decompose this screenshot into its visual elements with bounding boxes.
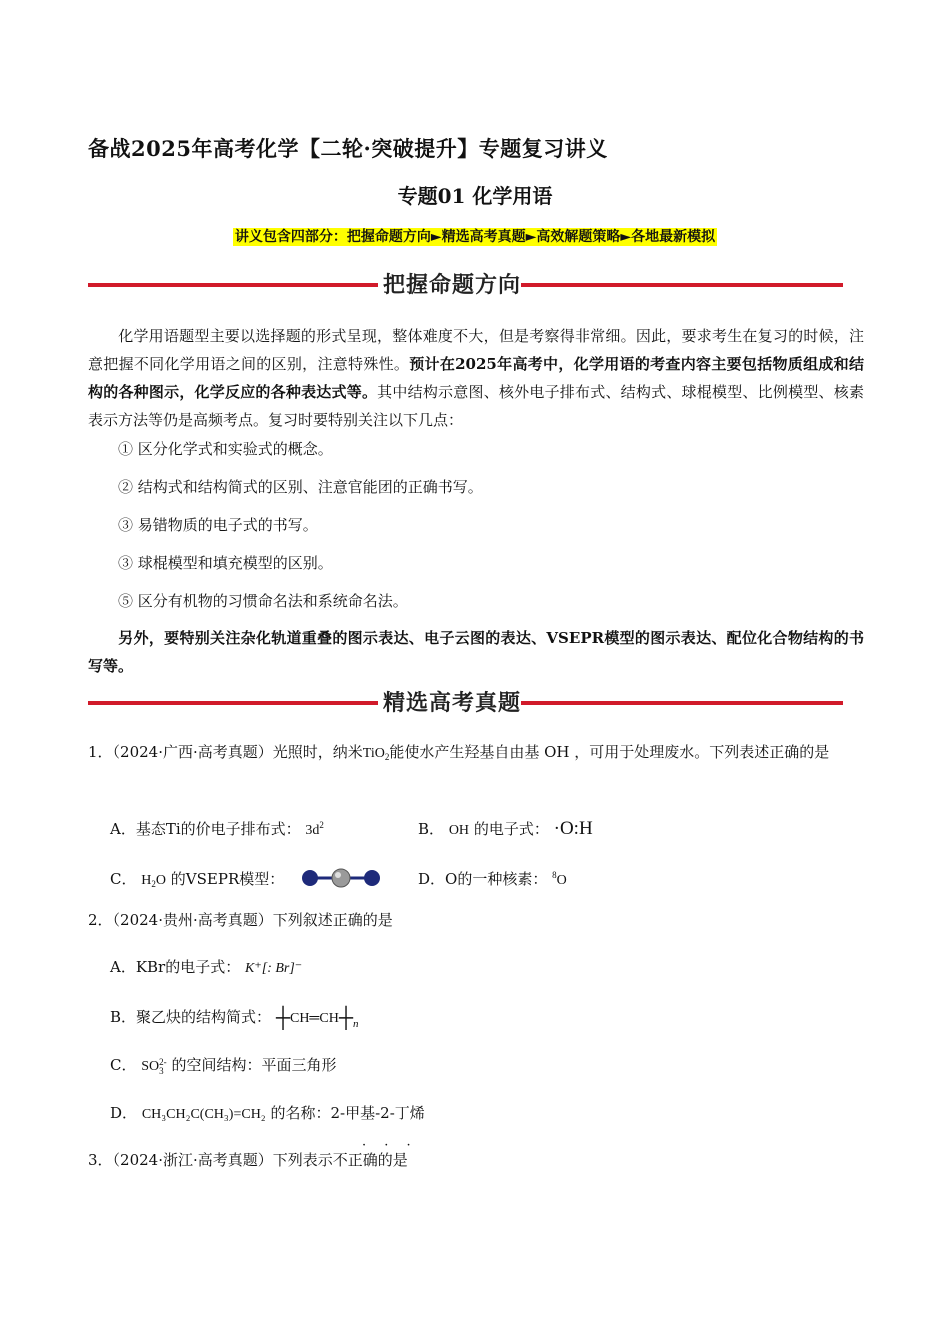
intro-bold-text: 预计在2025年高考中，化学用语的考查内容主要包括物质组成和结构的各种图示，化学反应的各种表达式等。: [88, 355, 864, 401]
model-atom-center: [332, 869, 350, 887]
polyacetylene-formula: $┼CH═CH┼_n$: [275, 1007, 359, 1030]
q1-stem-part-b: 能使水产生羟基自由基 OH ，可用于处理废水。下列表述正确的是: [389, 743, 830, 761]
document-title: 备战2025年高考化学【二轮·突破提升】专题复习讲义: [88, 136, 608, 161]
topic-title: 专题01 化学用语: [397, 184, 553, 208]
extra-note-paragraph: [88, 624, 864, 680]
kbr-electron-formula: K⁺[: Br]⁻: [245, 961, 303, 976]
parts-note: [0, 226, 950, 246]
question-1-stem: [88, 738, 864, 771]
q1-stem-part-a: 1．（2024·广西·高考真题）光照时，纳米: [88, 743, 363, 761]
sulfite-formula: SO 2- 3: [141, 1057, 167, 1076]
section-label: 把握命题方向: [383, 273, 522, 298]
q2-option-a: A．KBr的电子式： K⁺[: Br]⁻: [110, 958, 303, 976]
q1-option-b: B． OH 的电子式： ·O:H: [418, 818, 593, 839]
bracket-right: ┼: [338, 1007, 353, 1029]
key-point: ③ 易错物质的电子式的书写。: [118, 516, 318, 534]
key-point: ① 区分化学式和实验式的概念。: [118, 440, 333, 458]
section-header-direction: [88, 268, 843, 302]
section-rule-left: [88, 701, 378, 705]
intro-paragraph: [88, 322, 864, 434]
intro-text-2: 其中结构示意图、核外电子排布式、结构式、球棍模型、比例模型、核素表示方法等仍是高频考点。复习时要特别关注以下几点：: [88, 383, 864, 429]
key-point: ③ 球棍模型和填充模型的区别。: [118, 554, 333, 572]
section-rule-right: [521, 283, 843, 287]
extra-note-text: 另外，要特别关注杂化轨道重叠的图示表达、电子云图的表达、VSEPR模型的图示表达、配位化合物结构的书写等。: [88, 629, 864, 675]
intro-text-1: 化学用语题型主要以选择题的形式呈现，整体难度不大，但是考察得非常细。因此，要求考生在复习的时候，注意把握不同化学用语之间的区别，注意特殊性。: [88, 327, 864, 373]
model-atom-right: [364, 870, 380, 886]
section-header-exam: [88, 686, 843, 720]
model-atom-highlight: [335, 872, 341, 878]
vsepr-linear-model-image: [300, 867, 382, 889]
key-point: ② 结构式和结构简式的区别、注意官能团的正确书写。: [118, 478, 483, 496]
section-rule-left: [88, 283, 378, 287]
q2-option-d: D． CH₃CH₂C(CH₃)=CH₂ 的名称：2-甲基-2-丁烯: [110, 1104, 425, 1122]
section-label: 精选高考真题: [383, 691, 522, 716]
emphasis-dots: · · ·: [362, 1138, 418, 1153]
model-atom-left: [302, 870, 318, 886]
q1-option-a: A．基态Ti的价电子排布式： $3d^2$: [110, 820, 324, 838]
parts-note-text: 讲义包含四部分：把握命题方向►精选高考真题►高效解题策略►各地最新模拟: [234, 229, 716, 245]
q1-option-c: C． $H_2O$ 的VSEPR模型：: [110, 870, 285, 889]
bracket-left: ┼: [275, 1007, 290, 1029]
key-point: ⑤ 区分有机物的习惯命名法和系统命名法。: [118, 592, 408, 610]
q2-option-c: C． SO 2- 3 的空间结构：平面三角形: [110, 1056, 337, 1076]
q2-option-b: B．聚乙炔的结构简式： $┼CH═CH┼_n$: [110, 1007, 359, 1030]
alkene-formula: CH₃CH₂C(CH₃)=CH₂: [141, 1107, 266, 1122]
tio2-formula: TiO$_2$: [362, 746, 390, 762]
hydroxyl-electron-dot-structure: ·O:H: [553, 818, 593, 839]
question-3-stem: 3．（2024·浙江·高考真题）下列表示不正确的是: [88, 1151, 408, 1169]
q1-option-d: D．O的一种核素： $^8$O: [418, 870, 567, 888]
question-2-stem: 2．（2024·贵州·高考真题）下列叙述正确的是: [88, 911, 393, 929]
section-rule-right: [521, 701, 843, 705]
